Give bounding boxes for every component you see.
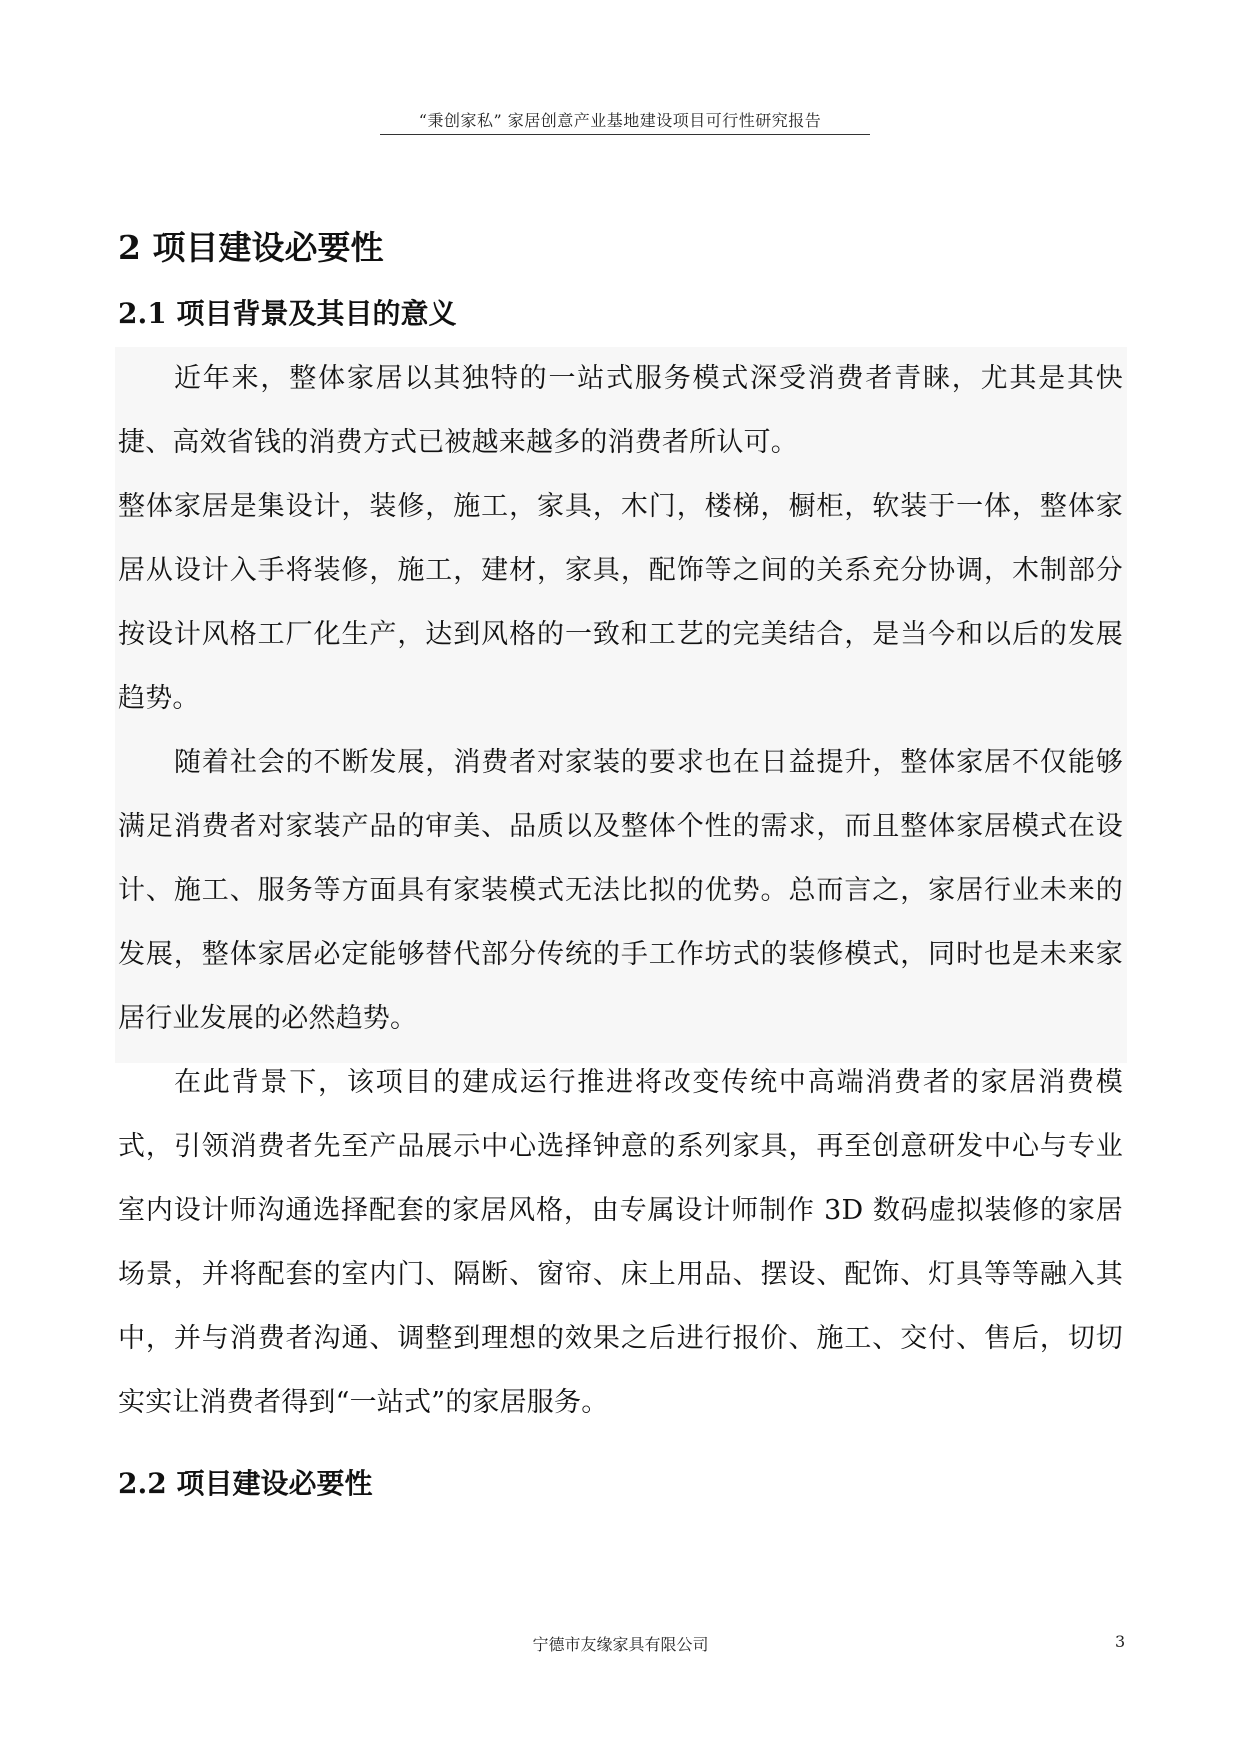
paragraph-3: 随着社会的不断发展，消费者对家装的要求也在日益提升，整体家居不仅能够满足消费者对家装产品的审美、品质以及整体个性的需求，而且整体家居模式在设计、施工、服务等方面具有家装模式无法比拟的优势。总而言之，家居行业未来的发展，整体家居必定能够替代部分传统的手工作坊式的装修模式，同时也是未来家居行业发展的必然趋势。 (118, 747, 1123, 1034)
page-number: 3 (1115, 1632, 1126, 1651)
paragraph-2: 整体家居是集设计，装修，施工，家具，木门，楼梯，橱柜，软装于一体，整体家居从设计入手将装修，施工，建材，家具，配饰等之间的关系充分协调，木制部分按设计风格工厂化生产，达到风格的一致和工艺的完美结合，是当今和以后的发展趋势。 (118, 491, 1123, 714)
section-heading: 2 项目建设必要性 (118, 228, 384, 267)
footer-company: 宁德市友缘家具有限公司 (532, 1635, 709, 1654)
paragraph-4: 在此背景下，该项目的建成运行推进将改变传统中高端消费者的家居消费模式，引领消费者先至产品展示中心选择钟意的系列家具，再至创意研发中心与专业室内设计师沟通选择配套的家居风格，由专属设计师制作 3D 数码虚拟装修的家居场景，并将配套的室内门、隔断、窗帘、床上用品、摆设、配饰、灯具等等融入其中，并与消费者沟通、调整到理想的效果之后进行报价、施工、交付、售后，切切实实让消费者得到“一站式”的家居服务。 (118, 1067, 1123, 1418)
subsection-heading-2-2: 2.2 项目建设必要性 (118, 1467, 373, 1500)
subsection-heading-2-1: 2.1 项目背景及其目的意义 (118, 297, 457, 330)
header-rule (380, 134, 870, 135)
running-header: “秉创家私” 家居创意产业基地建设项目可行性研究报告 (418, 111, 822, 130)
paragraph-1: 近年来，整体家居以其独特的一站式服务模式深受消费者青睐，尤其是其快捷、高效省钱的消费方式已被越来越多的消费者所认可。 (118, 363, 1123, 458)
